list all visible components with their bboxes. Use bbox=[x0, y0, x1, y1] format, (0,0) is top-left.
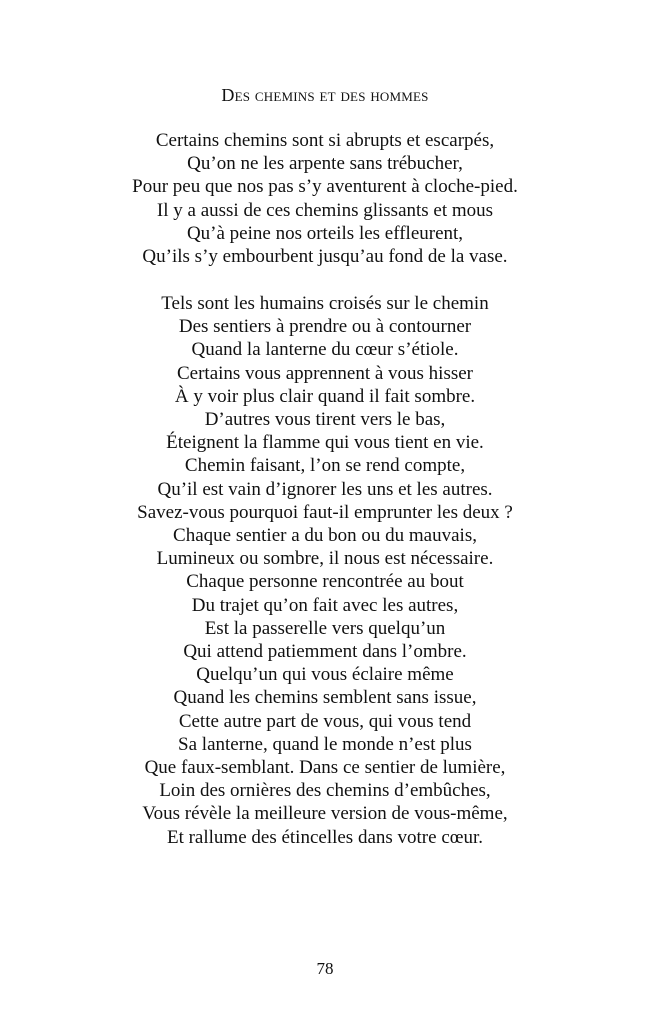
poem-line: Quand la lanterne du cœur s’étiole. bbox=[191, 339, 459, 361]
poem-line: Quand les chemins semblent sans issue, bbox=[173, 687, 477, 709]
poem-line: Cette autre part de vous, qui vous tend bbox=[178, 710, 472, 732]
poem-line: Certains vous apprennent à vous hisser bbox=[176, 362, 474, 384]
poem-line: Qu’il est vain d’ignorer les uns et les autres. bbox=[157, 478, 493, 500]
poem-line: Il y a aussi de ces chemins glissants et mous bbox=[156, 199, 494, 221]
poem-line: Pour peu que nos pas s’y aventurent à cloche-pied. bbox=[132, 176, 518, 198]
poem-line: Lumineux ou sombre, il nous est nécessaire. bbox=[156, 548, 494, 570]
poem-line: Chaque sentier a du bon ou du mauvais, bbox=[173, 525, 477, 547]
poem-line: D’autres vous tirent vers le bas, bbox=[204, 409, 446, 431]
poem-line: Qui attend patiemment dans l’ombre. bbox=[183, 641, 467, 663]
poem-line: Sa lanterne, quand le monde n’est plus bbox=[178, 733, 472, 755]
poem-line: Savez-vous pourquoi faut-il emprunter les deux ? bbox=[137, 501, 513, 523]
poem-line: Certains chemins sont si abrupts et escarpés, bbox=[155, 130, 495, 151]
poem-line: Du trajet qu’on fait avec les autres, bbox=[191, 594, 459, 616]
poem-line: Est la passerelle vers quelqu’un bbox=[204, 617, 446, 639]
stanza-1 bbox=[0, 129, 650, 268]
poem-line: Qu’à peine nos orteils les effleurent, bbox=[186, 222, 464, 244]
poem-title: Des chemins et des hommes bbox=[221, 85, 429, 105]
poem-line: Vous révèle la meilleure version de vous-même, bbox=[142, 803, 508, 825]
poem-line: Chemin faisant, l’on se rend compte, bbox=[184, 455, 466, 477]
poem-line: Que faux-semblant. Dans ce sentier de lumière, bbox=[144, 757, 506, 779]
poem-line: Chaque personne rencontrée au bout bbox=[186, 571, 464, 593]
poem-line: Qu’ils s’y embourbent jusqu’au fond de la vase. bbox=[142, 246, 508, 268]
page-number: 78 bbox=[316, 959, 334, 978]
poem-line: Et rallume des étincelles dans votre cœur. bbox=[166, 826, 484, 848]
poem-line: À y voir plus clair quand il fait sombre. bbox=[174, 385, 476, 407]
poem-line: Tels sont les humains croisés sur le chemin bbox=[161, 293, 489, 314]
poem-line: Qu’on ne les arpente sans trébucher, bbox=[187, 153, 463, 175]
poem-line: Loin des ornières des chemins d’embûches, bbox=[159, 780, 491, 802]
poem-line: Des sentiers à prendre ou à contourner bbox=[178, 316, 472, 338]
poem-line: Quelqu’un qui vous éclaire même bbox=[196, 664, 454, 686]
stanza-2 bbox=[0, 292, 650, 849]
poem-line: Éteignent la flamme qui vous tient en vie. bbox=[166, 432, 484, 454]
